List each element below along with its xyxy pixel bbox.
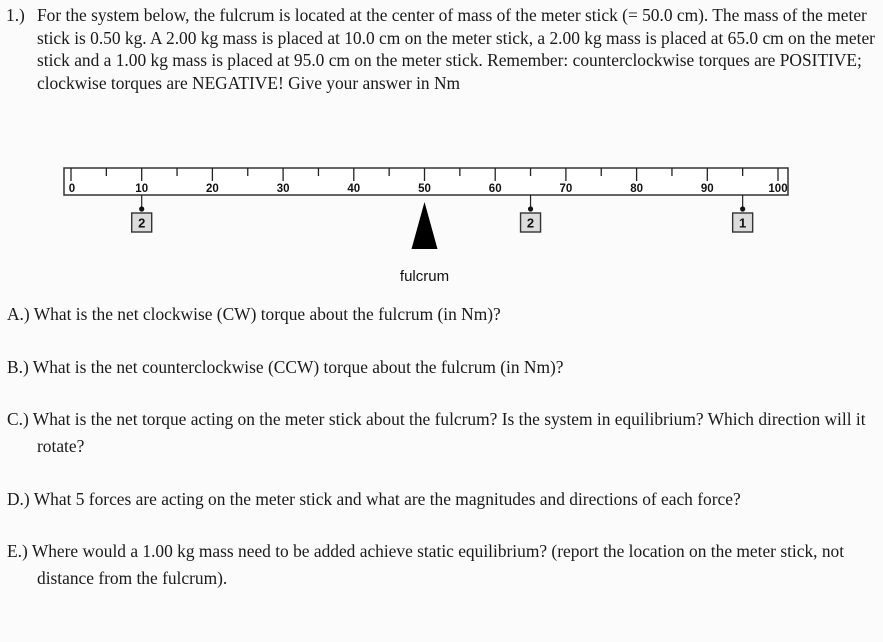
question-a-label: A.): [7, 304, 30, 324]
question-b-label: B.): [7, 357, 29, 377]
tick-label-30: 30: [276, 183, 290, 195]
meter-stick-diagram: [0, 150, 883, 290]
tick-label-0: 0: [68, 183, 76, 195]
tick-label-20: 20: [206, 183, 219, 195]
problem-number: 1.): [6, 5, 25, 25]
mass-hook: [139, 206, 144, 211]
tick-label-100: 100: [768, 183, 788, 195]
tick-label-40: 40: [347, 183, 361, 195]
mass-label: 2: [526, 215, 535, 231]
question-a-text: What is the net clockwise (CW) torque about the fulcrum (in Nm)?: [33, 304, 501, 324]
question-d-text: What 5 forces are acting on the meter stick and what are the magnitudes and directions of each force?: [33, 489, 741, 509]
question-c: [7, 406, 883, 460]
tick-label-90: 90: [700, 183, 714, 195]
mass-hook: [740, 206, 745, 211]
tick-label-80: 80: [630, 183, 643, 195]
mass-hook: [528, 206, 533, 211]
mass-weight: [733, 195, 753, 232]
hanging-masses: [132, 195, 753, 232]
mass-weight: [521, 195, 541, 232]
question-c-label: C.): [7, 409, 29, 429]
fulcrum-triangle: [412, 202, 438, 249]
question-e-text: Where would a 1.00 kg mass need to be added achieve static equilibrium? (report the location on the meter stick, not distance from the fulcrum).: [31, 541, 845, 588]
question-d-label: D.): [7, 489, 30, 509]
fulcrum-label: fulcrum: [399, 268, 450, 285]
tick-label-50: 50: [418, 183, 431, 195]
question-b-text: What is the net counterclockwise (CCW) torque about the fulcrum (in Nm)?: [32, 357, 564, 377]
tick-label-60: 60: [488, 183, 502, 195]
question-b: [7, 354, 879, 381]
question-e: [7, 538, 883, 592]
mass-label: 2: [138, 215, 146, 231]
question-e-label: E.): [7, 541, 28, 561]
mass-label: 1: [739, 215, 747, 231]
question-d: [7, 486, 879, 513]
tick-label-10: 10: [135, 183, 149, 195]
question-c-text: What is the net torque acting on the meter stick about the fulcrum? Is the system in equilibrium? Which direction will it rotate?: [32, 409, 866, 456]
problem-statement: [6, 4, 876, 94]
problem-text: For the system below, the fulcrum is located at the center of mass of the meter stick (= 50.0 cm). The mass of the meter stick is 0.50 kg. A 2.00 kg mass is placed at 10.0 cm on the meter stick, a 2.00 kg mass is placed at 65.0 cm on the meter stick and a 1.00 kg mass is placed at 95.0 cm on the meter stick. Remember: counterclockwise torques are POSITIVE; clockwise torques are NEGATIVE! Give your answer in Nm: [37, 5, 875, 93]
mass-weight: [132, 195, 152, 232]
question-a: [7, 301, 879, 328]
tick-label-70: 70: [559, 183, 573, 195]
